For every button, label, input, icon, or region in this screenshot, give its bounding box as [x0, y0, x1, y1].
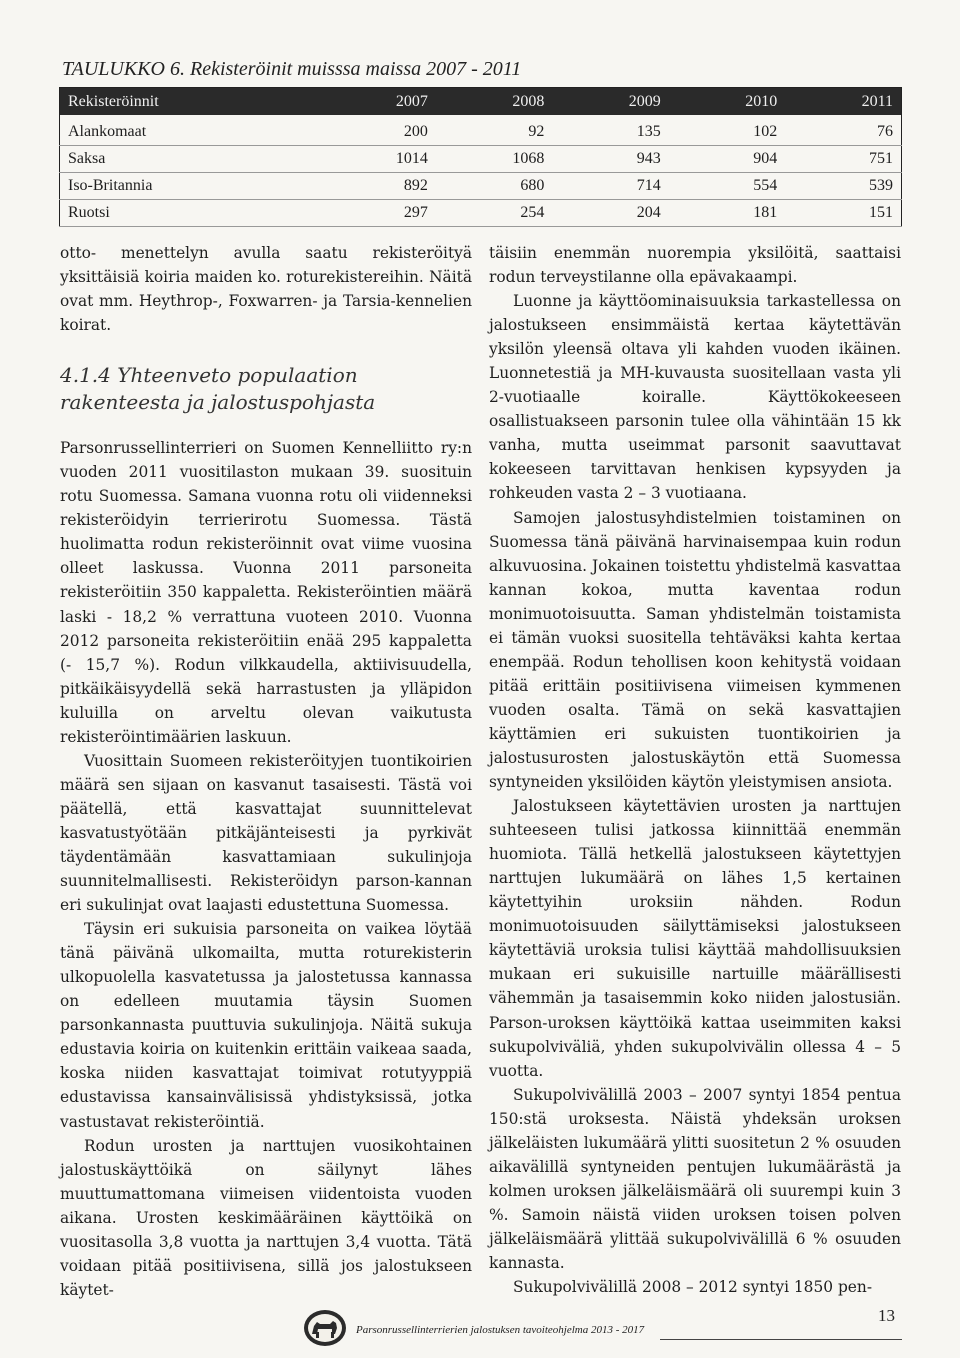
registrations-table — [59, 87, 902, 227]
table-cell: 892 — [319, 173, 435, 200]
table-cell: 297 — [319, 200, 435, 227]
paragraph: Rodun urosten ja narttujen vuosikohtainen jalostuskäyttöikä on säilynyt lähes muuttumattomana viimeisen viidentoista vuoden aikana. Urosten keskimääräinen käyttöikä on vuositasolla 3,8 vuotta ja narttujen 3,4 vuotta. Tätä voidaan pitää positiivisena, sillä jos jalostukseen käytet- — [60, 1136, 472, 1299]
paragraph: Parsonrussellinterrieri on Suomen Kennelliitto ry:n vuoden 2011 vuositilaston mukaan 39. suosituin rotu Suomessa. Samana vuonna rotu oli viidenneksi rekisteröidyin terrierirotu Suomessa. Tästä huolimatta rodun rekisteröinnit ovat viime vuosina olleet laskussa. Vuonna 2011 parsoneita rekisteröitiin 350 kappaletta. Rekisteröintien määrä laski - 18,2 % verrattuna vuoteen 2010. Vuonna 2012 parsoneita rekisteröitiin enää 295 kappaletta (- 15,7 %). Rodun vilkkaudella, aktiivisuudella, pitkäikäisyydellä sekä harrastusten ja ylläpidon kuluilla on arveltu olevan vaikutusta rekisteröintimäärien laskuun. — [60, 439, 472, 746]
right-column — [489, 241, 901, 1299]
table-cell: 92 — [436, 115, 552, 146]
paragraph: Luonne ja käyttöominaisuuksia tarkastellessa on jalostukseen ensimmäistä kertaa käytettävän yksilön yleensä oltava yli kahden vuoden ikäinen. Luonnetestiä ja MH-kuvausta suositellaan vasta yli 2-vuotiaalle koiralle. Käyttökokeeseen osallistuakseen parsonin tulee olla vähintään 15 kk vanha, mutta useimmat parsonit saavuttavat kokeeseen tarvittavan henkisen kypsyyden ja rohkeuden vasta 2 – 3 vuotiaana. — [489, 292, 901, 503]
footer-rule — [660, 1339, 902, 1340]
terrier-logo-icon — [302, 1308, 348, 1348]
footer-text: Parsonrussellinterrierien jalostuksen tavoiteohjelma 2013 - 2017 — [356, 1324, 645, 1336]
table-cell: Ruotsi — [60, 200, 320, 227]
table-header: 2011 — [785, 88, 901, 116]
paragraph: Vuosittain Suomeen rekisteröityjen tuontikoirien määrä sen sijaan on kasvanut tasaisesti. Tästä voi päätellä, että kasvattajat suunnittelevat kasvatustyötään pitkäjänteisesti ja pyrkivät täydentämään kasvattamiaan sukulinjoja suunnitelmallisesti. Rekisteröidyn parson-kannan eri sukulinjat ovat laajasti edustettuna Suomessa. — [60, 751, 472, 915]
table-cell: 904 — [669, 146, 785, 173]
table-header-row — [60, 88, 902, 116]
table-cell: Alankomaat — [60, 115, 320, 146]
page-number: 13 — [878, 1306, 895, 1325]
paragraph: Sukupolvivälillä 2003 – 2007 syntyi 1854 pentua 150:stä uroksesta. Näistä yhdeksän uroksen jälkeläisten lukumäärä ylitti suositetun 2 % osuuden aikavälillä syntyneiden pentujen lukumäärästä ja kolmen uroksen jälkeläismäärä oli suurempi kuin 3 %. Samoin näistä viiden uroksen toisen polven jälkeläismäärä ylittää sukupolvivälillä 6 % osuuden kannasta. — [489, 1085, 901, 1272]
paragraph: Jalostukseen käytettävien urosten ja narttujen suhteeseen tulisi jatkossa kiinnittää enemmän huomiota. Tällä hetkellä jalostukseen käytettyjen narttujen lukumäärä on lähes 1,5 kertainen käytettyihin uroksiin nähden. Rodun monimuotoisuuden säilyttämiseksi jalostukseen käytettäviä uroksia tulisi käyttää mahdollisuuksien mukaan eri sukuisille nartuille määrällisesti vähemmän ja tasaisemmin koko niiden jalostusiän. Parson-uroksen käyttöikä kattaa useimmiten kaksi sukupolviväliä, yhden sukupolvivälin ollessa 4 – 5 vuotta. — [489, 797, 901, 1080]
table-cell: 943 — [552, 146, 668, 173]
table-row — [60, 115, 902, 146]
table-cell: 1014 — [319, 146, 435, 173]
table-cell: 76 — [785, 115, 901, 146]
table-cell: 102 — [669, 115, 785, 146]
table-cell: 680 — [436, 173, 552, 200]
table-cell: 204 — [552, 200, 668, 227]
table-cell: 181 — [669, 200, 785, 227]
paragraph: otto- menettelyn avulla saatu rekisteröityä yksittäisiä koiria maiden ko. roturekistereihin. Näitä ovat mm. Heythrop-, Foxwarren- ja Tarsia-kennelien koirat. — [60, 244, 472, 335]
table-cell: Saksa — [60, 146, 320, 173]
table-cell: 1068 — [436, 146, 552, 173]
table-cell: 539 — [785, 173, 901, 200]
table-cell: 151 — [785, 200, 901, 227]
left-column — [60, 241, 472, 1302]
paragraph: Täysin eri sukuisia parsoneita on vaikea löytää tänä päivänä ulkomailta, mutta roturekisterin ulkopuolella kasvatetussa ja jalostetussa kannassa on edelleen muutamia täysin Suomen parsonkannasta puuttuvia sukulinjoja. Näitä sukuja edustavia koiria on kuitenkin erittäin vaikeaa saada, koska niiden kasvattajat toimivat rotutyyppiä edustavissa kansainvälisissä yhdistyksissä, jotka vastustavat rekisteröintiä. — [60, 920, 472, 1131]
table-cell: 254 — [436, 200, 552, 227]
paragraph: täisiin enemmän nuorempia yksilöitä, saattaisi rodun terveystilanne olla epävakaampi. — [489, 244, 901, 287]
table-header: 2010 — [669, 88, 785, 116]
table-header: Rekisteröinnit — [60, 88, 320, 116]
table-header: 2009 — [552, 88, 668, 116]
paragraph: Sukupolvivälillä 2008 – 2012 syntyi 1850 pen- — [513, 1278, 873, 1297]
table-header: 2008 — [436, 88, 552, 116]
section-heading: 4.1.4 Yhteenveto populaation rakenteesta ja jalostuspohjasta — [60, 363, 376, 415]
table-cell: 554 — [669, 173, 785, 200]
table-row — [60, 200, 902, 227]
table-header: 2007 — [319, 88, 435, 116]
table-row — [60, 146, 902, 173]
table-cell: 714 — [552, 173, 668, 200]
table-row — [60, 173, 902, 200]
table-cell: 200 — [319, 115, 435, 146]
table-cell: Iso-Britannia — [60, 173, 320, 200]
table-cell: 135 — [552, 115, 668, 146]
table-caption: TAULUKKO 6. Rekisteröinit muisssa maissa 2007 - 2011 — [62, 58, 522, 80]
paragraph: Samojen jalostusyhdistelmien toistaminen on Suomessa tänä päivänä harvinaisempaa kuin rodun alkuvuosina. Jokainen toistettu yhdistelmä kasvattaa kannan kokoa, mutta kaventaa rodun monimuotoisuutta. Saman yhdistelmän toistamista ei tämän vuoksi suositella tehtäväksi kahta kertaa enempää. Rodun tehollisen koon kehitystä voidaan pitää erittäin positiivisena viimeisen kymmenen vuoden osalta. Tämä on sekä kasvattajien käyttämien eri sukuisten tuontikoirien ja jalostusurosten jalostuskäytön että Suomessa syntyneiden yksilöiden käytön yleistymisen ansiota. — [489, 508, 901, 792]
table-cell: 751 — [785, 146, 901, 173]
